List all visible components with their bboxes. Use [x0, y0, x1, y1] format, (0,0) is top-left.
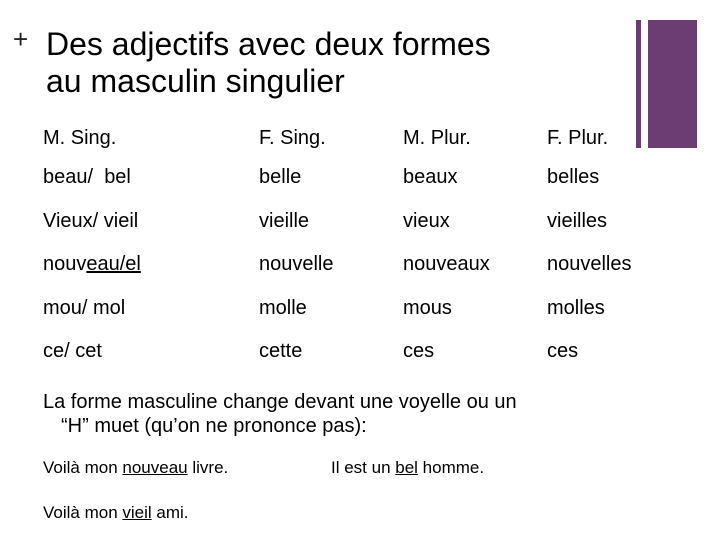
example-text: ami. [151, 503, 189, 522]
adjective-forms-table [43, 120, 657, 374]
cell-f-sing: belle [259, 166, 302, 189]
cell-f-sing: molle [259, 296, 307, 319]
example-text: Voilà mon [43, 458, 123, 477]
table-header-row [43, 120, 657, 156]
header-f-sing: F. Sing. [259, 126, 326, 149]
rule-note [43, 390, 683, 438]
cell-m-plur: mous [403, 296, 452, 319]
example-underlined-word: nouveau [122, 458, 188, 477]
cell-m-sing-sep [93, 166, 104, 188]
example-underlined-word: vieil [122, 503, 152, 522]
example-text: Il est un [331, 458, 396, 477]
slide-title-line2: au masculin singulier [46, 63, 345, 99]
cell-m-plur: vieux [403, 209, 450, 232]
cell-f-sing: cette [259, 340, 303, 363]
cell-m-sing-b: vieil [103, 209, 139, 232]
table-row [43, 200, 657, 244]
cell-m-sing-a: beau/ [43, 166, 94, 189]
table-row [43, 243, 657, 287]
cell-f-plur: nouvelles [547, 253, 632, 276]
cell-m-sing: ce/ cet [43, 340, 102, 363]
cell-m-sing [43, 200, 259, 244]
example-nouveau [43, 458, 228, 478]
header-f-plur: F. Plur. [547, 126, 609, 149]
rule-note-line1: La forme masculine change devant une voyelle ou un [43, 391, 517, 413]
table-row [43, 287, 657, 331]
bullet-plus-icon: + [13, 24, 29, 54]
slide-title [46, 26, 626, 100]
example-underlined-word: bel [395, 458, 418, 477]
example-vieil [43, 503, 189, 523]
cell-m-sing-underlined: eau/el [86, 253, 141, 276]
cell-f-plur: vieilles [547, 209, 608, 232]
table-row [43, 156, 657, 200]
cell-f-sing: vieille [259, 209, 310, 232]
header-m-sing: M. Sing. [43, 126, 117, 149]
cell-m-plur: nouveaux [403, 253, 490, 276]
cell-m-plur: beaux [403, 166, 458, 189]
cell-f-plur: belles [547, 166, 600, 189]
rule-note-line2: “H” muet (qu’on ne prononce pas): [61, 415, 367, 437]
cell-f-plur: molles [547, 296, 605, 319]
cell-m-sing [43, 243, 259, 287]
table-row [43, 330, 657, 374]
slide-title-line1: Des adjectifs avec deux formes [46, 26, 491, 62]
cell-m-sing-a: Vieux/ [43, 209, 99, 232]
cell-m-sing-prefix: nouv [43, 253, 87, 276]
example-text: homme. [417, 458, 485, 477]
cell-m-plur: ces [403, 340, 435, 363]
cell-m-sing [43, 156, 259, 200]
example-bel [331, 458, 484, 478]
cell-m-sing: mou/ mol [43, 296, 126, 319]
cell-m-sing-b: bel [104, 166, 131, 189]
header-m-plur: M. Plur. [403, 126, 471, 149]
example-text: Voilà mon [43, 503, 123, 522]
cell-f-plur: ces [547, 340, 579, 363]
cell-f-sing: nouvelle [259, 253, 334, 276]
example-text: livre. [187, 458, 229, 477]
